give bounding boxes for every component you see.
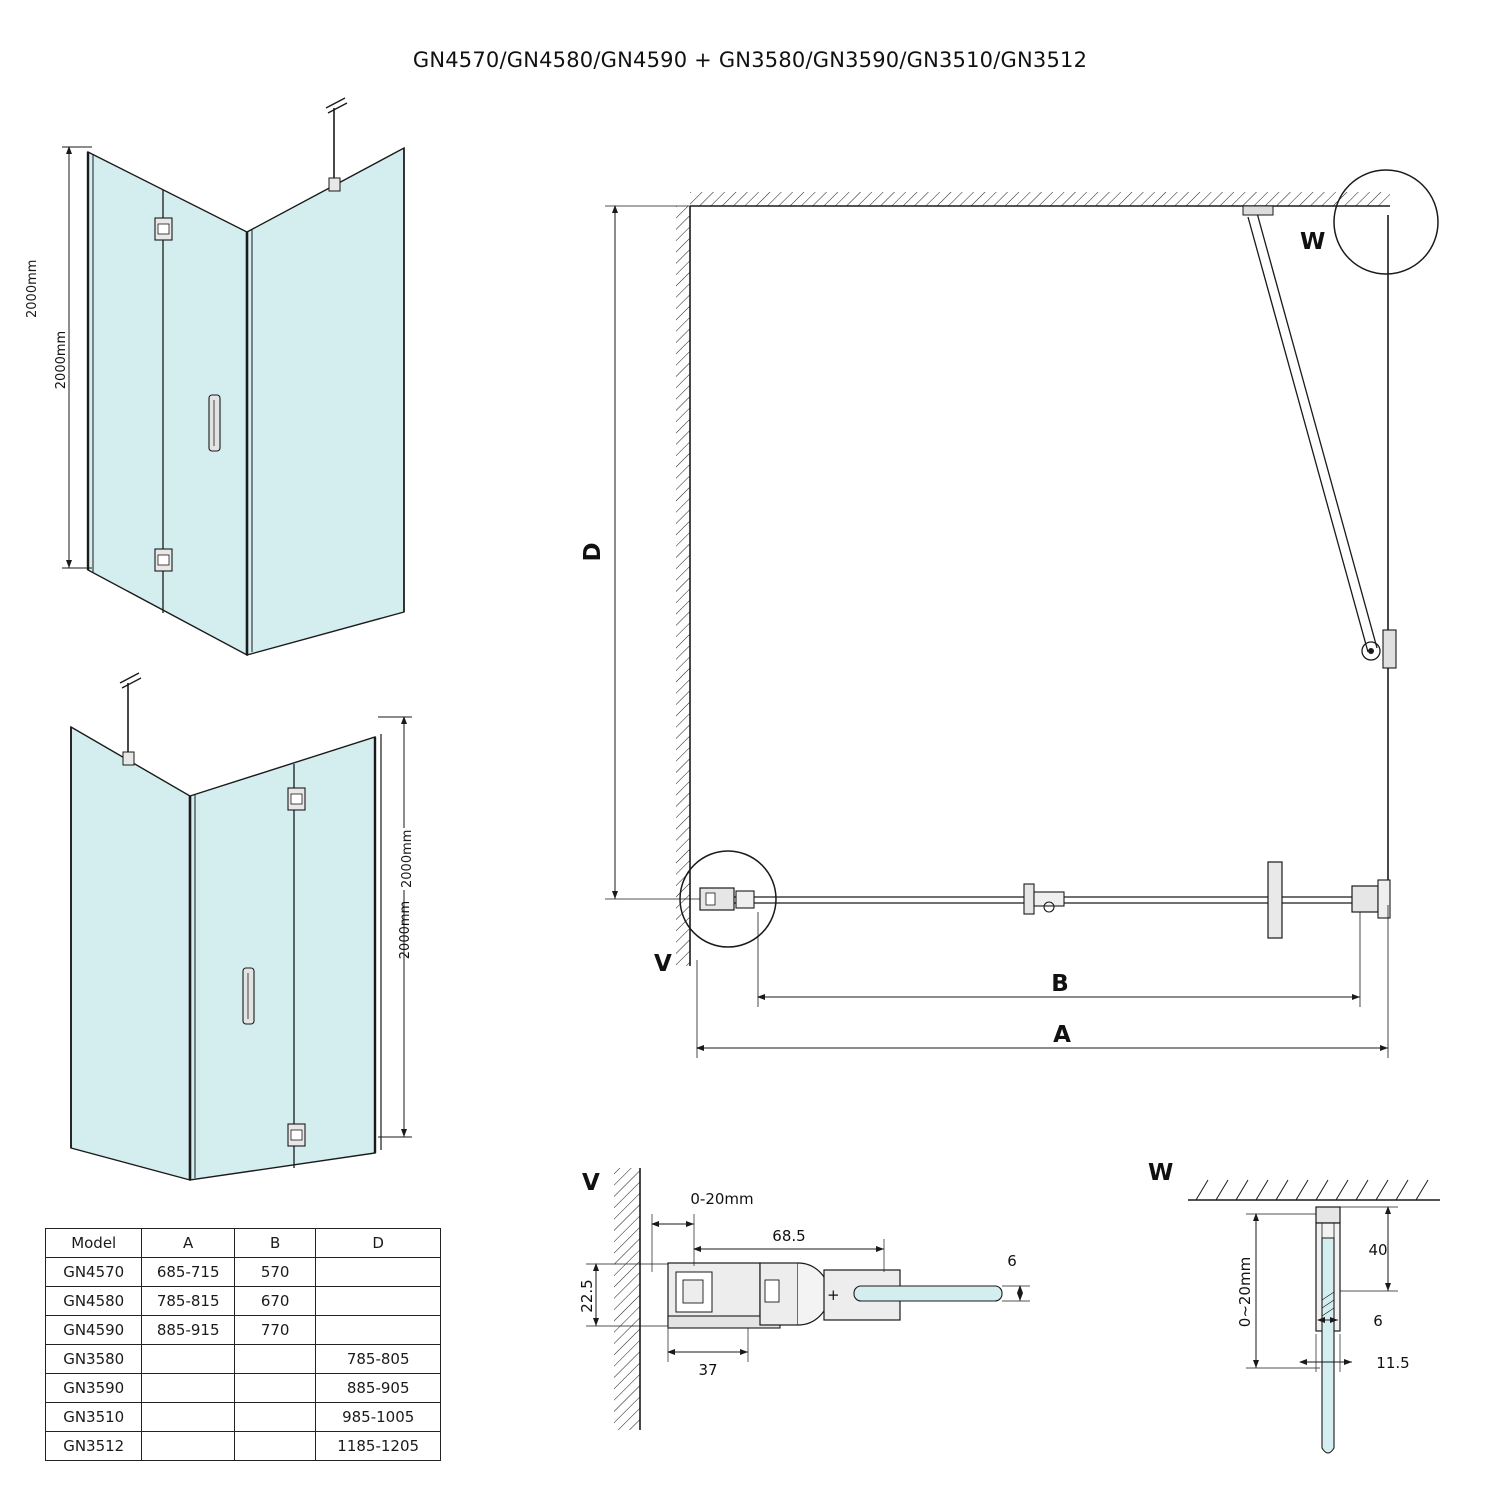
plan-dim-b: B	[1051, 971, 1069, 997]
cell-d: 885-905	[316, 1374, 441, 1403]
detail-v-wall-offset: 22.5	[578, 1279, 596, 1313]
iso-view-bottom	[71, 673, 413, 1180]
cell-model: GN4580	[46, 1287, 142, 1316]
table-row	[46, 1316, 441, 1345]
cell-b	[234, 1345, 315, 1374]
table-row	[46, 1287, 441, 1316]
cell-a	[142, 1374, 234, 1403]
cell-d: 985-1005	[316, 1403, 441, 1432]
detail-w-tag: W	[1148, 1160, 1174, 1186]
detail-w-height: 40	[1368, 1241, 1388, 1259]
iso-top-height-label: 2000mm	[54, 330, 69, 390]
cell-d: 1185-1205	[316, 1432, 441, 1461]
cell-a	[142, 1403, 234, 1432]
th-d: D	[316, 1229, 441, 1258]
detail-v-gap: 0-20mm	[690, 1190, 754, 1208]
cell-model: GN3580	[46, 1345, 142, 1374]
cell-d	[316, 1316, 441, 1345]
plan-dim-d: D	[580, 542, 606, 562]
iso-bottom-height-text: 2000mm	[400, 829, 415, 888]
detail-v-glass-thickness: 6	[1007, 1252, 1017, 1270]
model-spec-table	[45, 1228, 441, 1461]
page-title: GN4570/GN4580/GN4590 + GN3580/GN3590/GN3510/GN3512	[412, 48, 1088, 72]
detail-w-overall: 11.5	[1376, 1354, 1410, 1372]
table-row	[46, 1403, 441, 1432]
cell-b: 770	[234, 1316, 315, 1345]
table-row	[46, 1258, 441, 1287]
cell-d: 785-805	[316, 1345, 441, 1374]
cell-model: GN4570	[46, 1258, 142, 1287]
cell-model: GN3510	[46, 1403, 142, 1432]
plan-dim-a: A	[1053, 1022, 1071, 1048]
cell-b	[234, 1374, 315, 1403]
table-row	[46, 1345, 441, 1374]
th-b: B	[234, 1229, 315, 1258]
detail-w-glass-thickness: 6	[1373, 1312, 1383, 1330]
cell-model: GN3590	[46, 1374, 142, 1403]
cell-a	[142, 1432, 234, 1461]
cell-b: 670	[234, 1287, 315, 1316]
plan-view	[580, 170, 1438, 1058]
table-header-row	[46, 1229, 441, 1258]
th-a: A	[142, 1229, 234, 1258]
plan-detail-w-label-2: W	[1300, 229, 1326, 255]
plan-detail-v-label: V	[654, 951, 672, 977]
iso-top-height-text: 2000mm	[25, 259, 40, 318]
svg-text:+: +	[827, 1286, 840, 1304]
iso-bottom-height-label: 2000mm	[398, 900, 413, 960]
cell-a: 785-815	[142, 1287, 234, 1316]
cell-model: GN3512	[46, 1432, 142, 1461]
detail-v-tag: V	[582, 1170, 600, 1196]
detail-v-base: 37	[698, 1361, 718, 1379]
cell-a: 685-715	[142, 1258, 234, 1287]
detail-w	[1148, 1160, 1440, 1453]
cell-b	[234, 1403, 315, 1432]
cell-b	[234, 1432, 315, 1461]
th-model: Model	[46, 1229, 142, 1258]
iso-view-top	[54, 98, 404, 655]
table-row	[46, 1374, 441, 1403]
cell-a: 885-915	[142, 1316, 234, 1345]
cell-model: GN4590	[46, 1316, 142, 1345]
cell-d	[316, 1287, 441, 1316]
detail-v	[578, 1168, 1030, 1430]
cell-a	[142, 1345, 234, 1374]
detail-v-profile-width: 68.5	[772, 1227, 806, 1245]
cell-b: 570	[234, 1258, 315, 1287]
cell-d	[316, 1258, 441, 1287]
table-row	[46, 1432, 441, 1461]
detail-w-gap: 0~20mm	[1236, 1256, 1254, 1328]
